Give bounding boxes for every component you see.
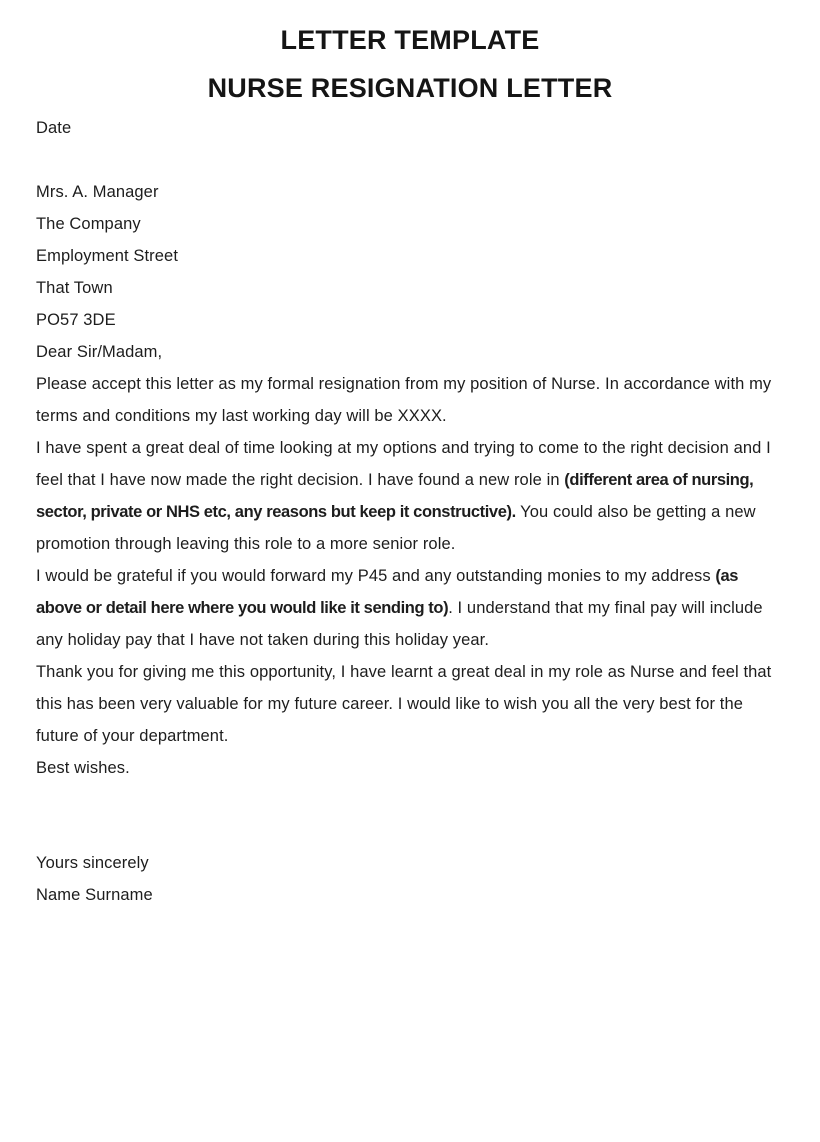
- page-subtitle: NURSE RESIGNATION LETTER: [207, 73, 613, 103]
- recipient-postcode: PO57 3DE: [36, 311, 116, 329]
- recipient-address: [36, 176, 781, 336]
- signature-name: Name Surname: [36, 886, 153, 904]
- recipient-street: Employment Street: [36, 247, 179, 265]
- recipient-name: Mrs. A. Manager: [36, 183, 159, 201]
- letter-body: [36, 112, 781, 911]
- recipient-town: That Town: [36, 279, 113, 297]
- paragraph-thanks: Thank you for giving me this opportunity, I have learnt a great deal in my role as Nurse and feel that this has been very valuable for my future career. I would like to wish you all the very best for the future of your department.: [36, 663, 772, 745]
- letter-header: [0, 0, 820, 112]
- paragraph-resignation: Please accept this letter as my formal resignation from my position of Nurse. In accordance with my terms and conditions my last working day will be XXXX.: [36, 375, 772, 425]
- closing-line: Yours sincerely: [36, 854, 149, 872]
- date-line: Date: [36, 119, 72, 137]
- closing-block: [36, 847, 781, 911]
- page-title: LETTER TEMPLATE: [280, 25, 540, 55]
- paragraph-decision: I have spent a great deal of time looking at my options and trying to come to the right decision and I feel that I have now made the right decision. I have found a new role in (different area of nursing, sector, private or NHS etc, any reasons but keep it constructive). You could also be getting a new promotion through leaving this role to a more senior role.: [36, 439, 771, 553]
- paragraph-final-pay: I would be grateful if you would forward my P45 and any outstanding monies to my address (as above or detail here where you would like it sending to). I understand that my final pay will include any holiday pay that I have not taken during this holiday year.: [36, 567, 763, 649]
- salutation: Dear Sir/Madam,: [36, 343, 163, 361]
- best-wishes-line: Best wishes.: [36, 759, 130, 777]
- recipient-company: The Company: [36, 215, 141, 233]
